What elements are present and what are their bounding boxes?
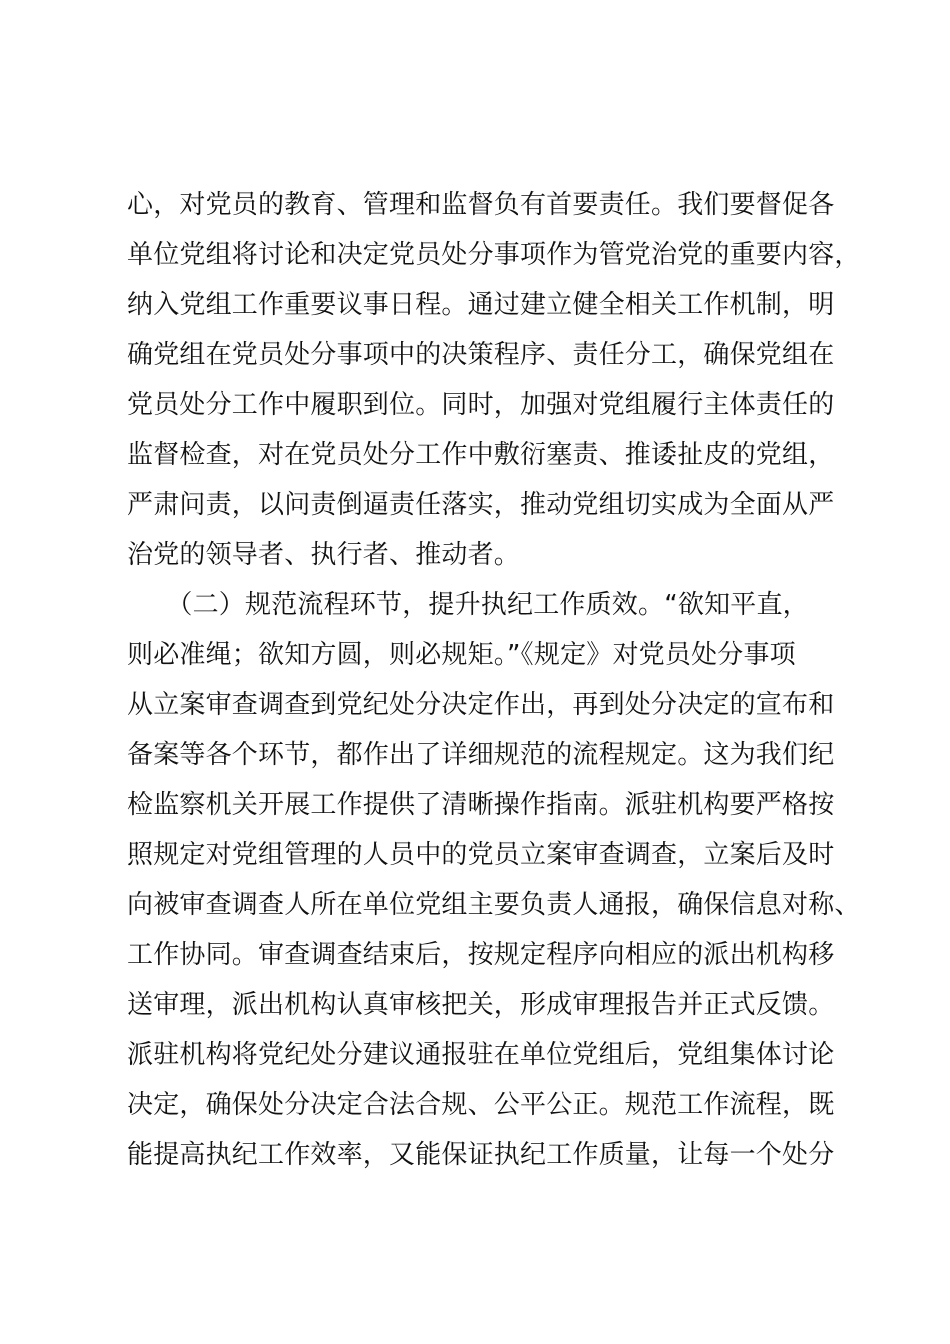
text-line: 严肃问责，以问责倒逼责任落实，推动党组切实成为全面从严 [127, 490, 835, 520]
text-line: 送审理，派出机构认真审核把关，形成审理报告并正式反馈。 [127, 990, 835, 1020]
text-line: 向被审查调查人所在单位党组主要负责人通报，确保信息对称、 [127, 890, 861, 920]
text-line: 确党组在党员处分事项中的决策程序、责任分工，确保党组在 [127, 340, 835, 370]
text-line: 监督检查，对在党员处分工作中敷衍塞责、推诿扯皮的党组， [127, 440, 835, 470]
text-line: 派驻机构将党纪处分建议通报驻在单位党组后，党组集体讨论 [127, 1040, 835, 1070]
text-line: 党员处分工作中履职到位。同时，加强对党组履行主体责任的 [127, 390, 835, 420]
body-text [127, 180, 861, 1180]
text-line: 则必准绳；欲知方圆，则必规矩。”《规定》对党员处分事项 [127, 640, 796, 670]
text-line: 治党的领导者、执行者、推动者。 [127, 540, 521, 570]
text-line: 从立案审查调查到党纪处分决定作出，再到处分决定的宣布和 [127, 690, 835, 720]
text-line: 备案等各个环节，都作出了详细规范的流程规定。这为我们纪 [127, 740, 835, 770]
text-line: 单位党组将讨论和决定党员处分事项作为管党治党的重要内容， [127, 240, 861, 270]
section-heading-line: （二）规范流程环节，提升执纪工作质效。“欲知平直， [127, 590, 809, 620]
text-line: 检监察机关开展工作提供了清晰操作指南。派驻机构要严格按 [127, 790, 835, 820]
text-line: 决定，确保处分决定合法合规、公平公正。规范工作流程，既 [127, 1090, 835, 1120]
text-line: 工作协同。审查调查结束后，按规定程序向相应的派出机构移 [127, 940, 835, 970]
text-line: 照规定对党组管理的人员中的党员立案审查调查，立案后及时 [127, 840, 835, 870]
text-line: 心，对党员的教育、管理和监督负有首要责任。我们要督促各 [127, 190, 835, 220]
text-line: 能提高执纪工作效率，又能保证执纪工作质量，让每一个处分 [127, 1140, 835, 1170]
text-line: 纳入党组工作重要议事日程。通过建立健全相关工作机制，明 [127, 290, 835, 320]
